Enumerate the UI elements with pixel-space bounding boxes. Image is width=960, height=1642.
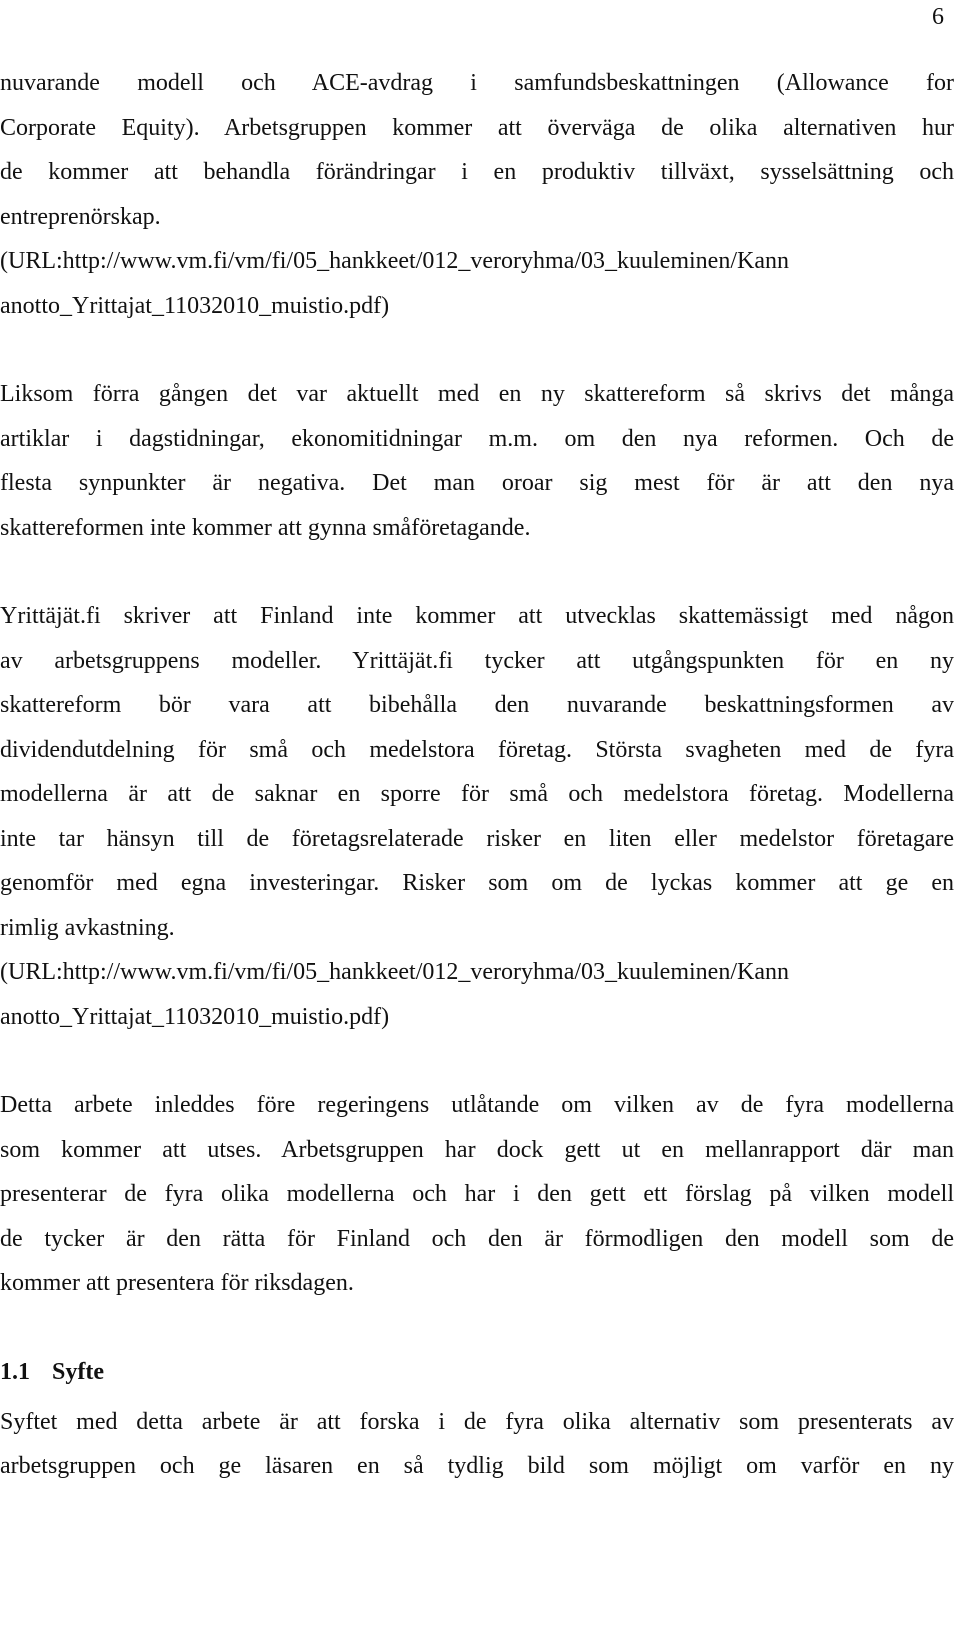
paragraph-ace-allowance: [0, 61, 954, 328]
paragraph-purpose: [0, 1400, 954, 1489]
paragraph-gap: [0, 1039, 954, 1083]
text-line: dividendutdelning för små och medelstora företag. Största svagheten med de fyra: [0, 736, 954, 763]
text-line: flesta synpunkter är negativa. Det man oroar sig mest för är att den nya: [0, 470, 954, 496]
paragraph-interim-report: [0, 1083, 954, 1306]
text-line: skattereform bör vara att bibehålla den nuvarande beskattningsformen av: [0, 692, 954, 718]
page-content: [0, 61, 954, 1489]
url-reference-line: anotto_Yrittajat_11032010_muistio.pdf): [0, 292, 390, 319]
section-number: 1.1: [0, 1358, 30, 1385]
text-line: skattereformen inte kommer att gynna småföretagande.: [0, 514, 531, 541]
text-line: Corporate Equity). Arbetsgruppen kommer att överväga de olika alternativen hur: [0, 114, 954, 141]
section-heading: [0, 1350, 954, 1394]
section-title: Syfte: [52, 1358, 104, 1385]
text-line: de kommer att behandla förändringar i en produktiv tillväxt, sysselsättning och: [0, 159, 954, 185]
text-line: Syftet med detta arbete är att forska i de fyra olika alternativ som presenterats av: [0, 1408, 954, 1435]
text-line: Liksom förra gången det var aktuellt med en ny skattereform så skrivs det många: [0, 381, 954, 407]
url-reference-line: anotto_Yrittajat_11032010_muistio.pdf): [0, 1003, 390, 1030]
text-line: genomför med egna investeringar. Risker som om de lyckas kommer att ge en: [0, 870, 954, 896]
text-line: som kommer att utses. Arbetsgruppen har dock gett ut en mellanrapport där man: [0, 1136, 954, 1163]
text-line: modellerna är att de saknar en sporre för små och medelstora företag. Modellerna: [0, 781, 954, 807]
url-reference-line: (URL:http://www.vm.fi/vm/fi/05_hankkeet/012_veroryhma/03_kuuleminen/Kann: [0, 248, 789, 274]
text-line: nuvarande modell och ACE-avdrag i samfundsbeskattningen (Allowance for: [0, 70, 954, 96]
text-line: Detta arbete inleddes före regeringens utlåtande om vilken av de fyra modellerna: [0, 1092, 954, 1118]
text-line: arbetsgruppen och ge läsaren en så tydlig bild som möjligt om varför en ny: [0, 1453, 954, 1479]
text-line: Yrittäjät.fi skriver att Finland inte kommer att utvecklas skattemässigt med någon: [0, 603, 954, 629]
text-line: artiklar i dagstidningar, ekonomitidningar m.m. om den nya reformen. Och de: [0, 425, 954, 452]
text-line: de tycker är den rätta för Finland och den är förmodligen den modell som de: [0, 1225, 954, 1252]
paragraph-yrittajat: [0, 594, 954, 1039]
text-line: inte tar hänsyn till de företagsrelaterade risker en liten eller medelstor företagare: [0, 825, 954, 852]
page-number: 6: [932, 4, 944, 30]
paragraph-gap: [0, 328, 954, 372]
text-line: entreprenörskap.: [0, 203, 161, 230]
text-line: av arbetsgruppens modeller. Yrittäjät.fi tycker att utgångspunkten för en ny: [0, 647, 954, 674]
paragraph-media-articles: [0, 372, 954, 550]
paragraph-gap: [0, 1306, 954, 1350]
paragraph-gap: [0, 550, 954, 594]
text-line: kommer att presentera för riksdagen.: [0, 1270, 354, 1296]
url-reference-line: (URL:http://www.vm.fi/vm/fi/05_hankkeet/012_veroryhma/03_kuuleminen/Kann: [0, 959, 789, 985]
text-line: rimlig avkastning.: [0, 914, 175, 941]
text-line: presenterar de fyra olika modellerna och har i den gett ett förslag på vilken modell: [0, 1181, 954, 1207]
